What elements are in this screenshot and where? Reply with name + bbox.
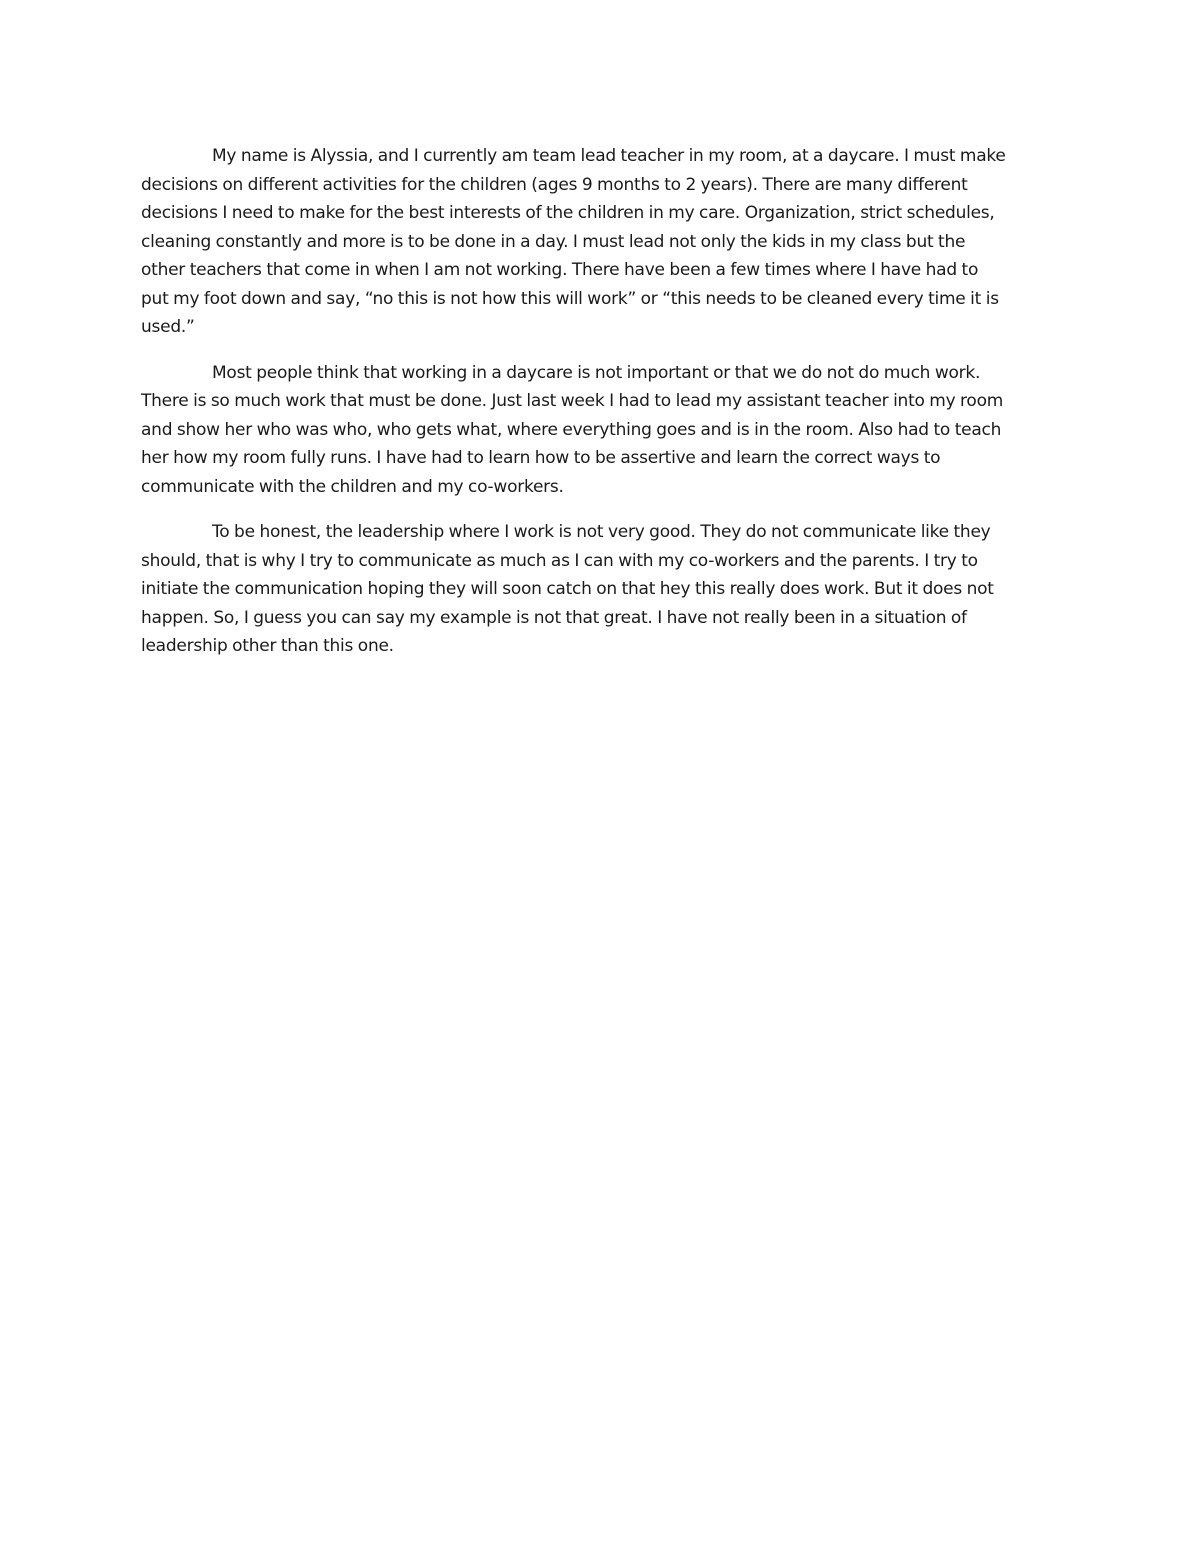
paragraph-line: used.”	[141, 317, 195, 337]
paragraph-line: her how my room fully runs. I have had to learn how to be assertive and learn the correct ways to	[141, 448, 941, 468]
paragraph-line: initiate the communication hoping they will soon catch on that hey this really does work. But it does not	[141, 579, 994, 599]
paragraph-line: put my foot down and say, “no this is not how this will work” or “this needs to be cleaned every time it is	[141, 288, 999, 309]
paragraph-line: should, that is why I try to communicate as much as I can with my co-workers and the parents. I try to	[141, 550, 978, 571]
paragraph-line: Most people think that working in a daycare is not important or that we do not do much work.	[212, 362, 981, 383]
paragraph-line: leadership other than this one.	[141, 636, 394, 656]
paragraph-2	[141, 359, 1061, 502]
paragraph-line: happen. So, I guess you can say my example is not that great. I have not really been in a situation of	[141, 607, 967, 628]
paragraph-line: decisions I need to make for the best interests of the children in my care. Organization, strict schedules,	[141, 203, 995, 223]
paragraph-line: My name is Alyssia, and I currently am team lead teacher in my room, at a daycare. I must make	[212, 146, 1006, 166]
paragraph-line: cleaning constantly and more is to be done in a day. I must lead not only the kids in my class but the	[141, 231, 966, 252]
paragraph-1	[141, 142, 1061, 342]
paragraph-line: To be honest, the leadership where I work is not very good. They do not communicate like they	[212, 522, 991, 542]
paragraph-line: decisions on different activities for the children (ages 9 months to 2 years). There are many different	[141, 174, 968, 195]
paragraph-line: and show her who was who, who gets what, where everything goes and is in the room. Also had to teach	[141, 419, 1002, 440]
document-body	[141, 142, 1061, 678]
paragraph-line: other teachers that come in when I am not working. There have been a few times where I have had to	[141, 260, 979, 280]
paragraph-line: communicate with the children and my co-workers.	[141, 476, 564, 497]
paragraph-line: There is so much work that must be done. Just last week I had to lead my assistant teacher into my room	[141, 391, 1004, 411]
paragraph-3	[141, 518, 1061, 661]
